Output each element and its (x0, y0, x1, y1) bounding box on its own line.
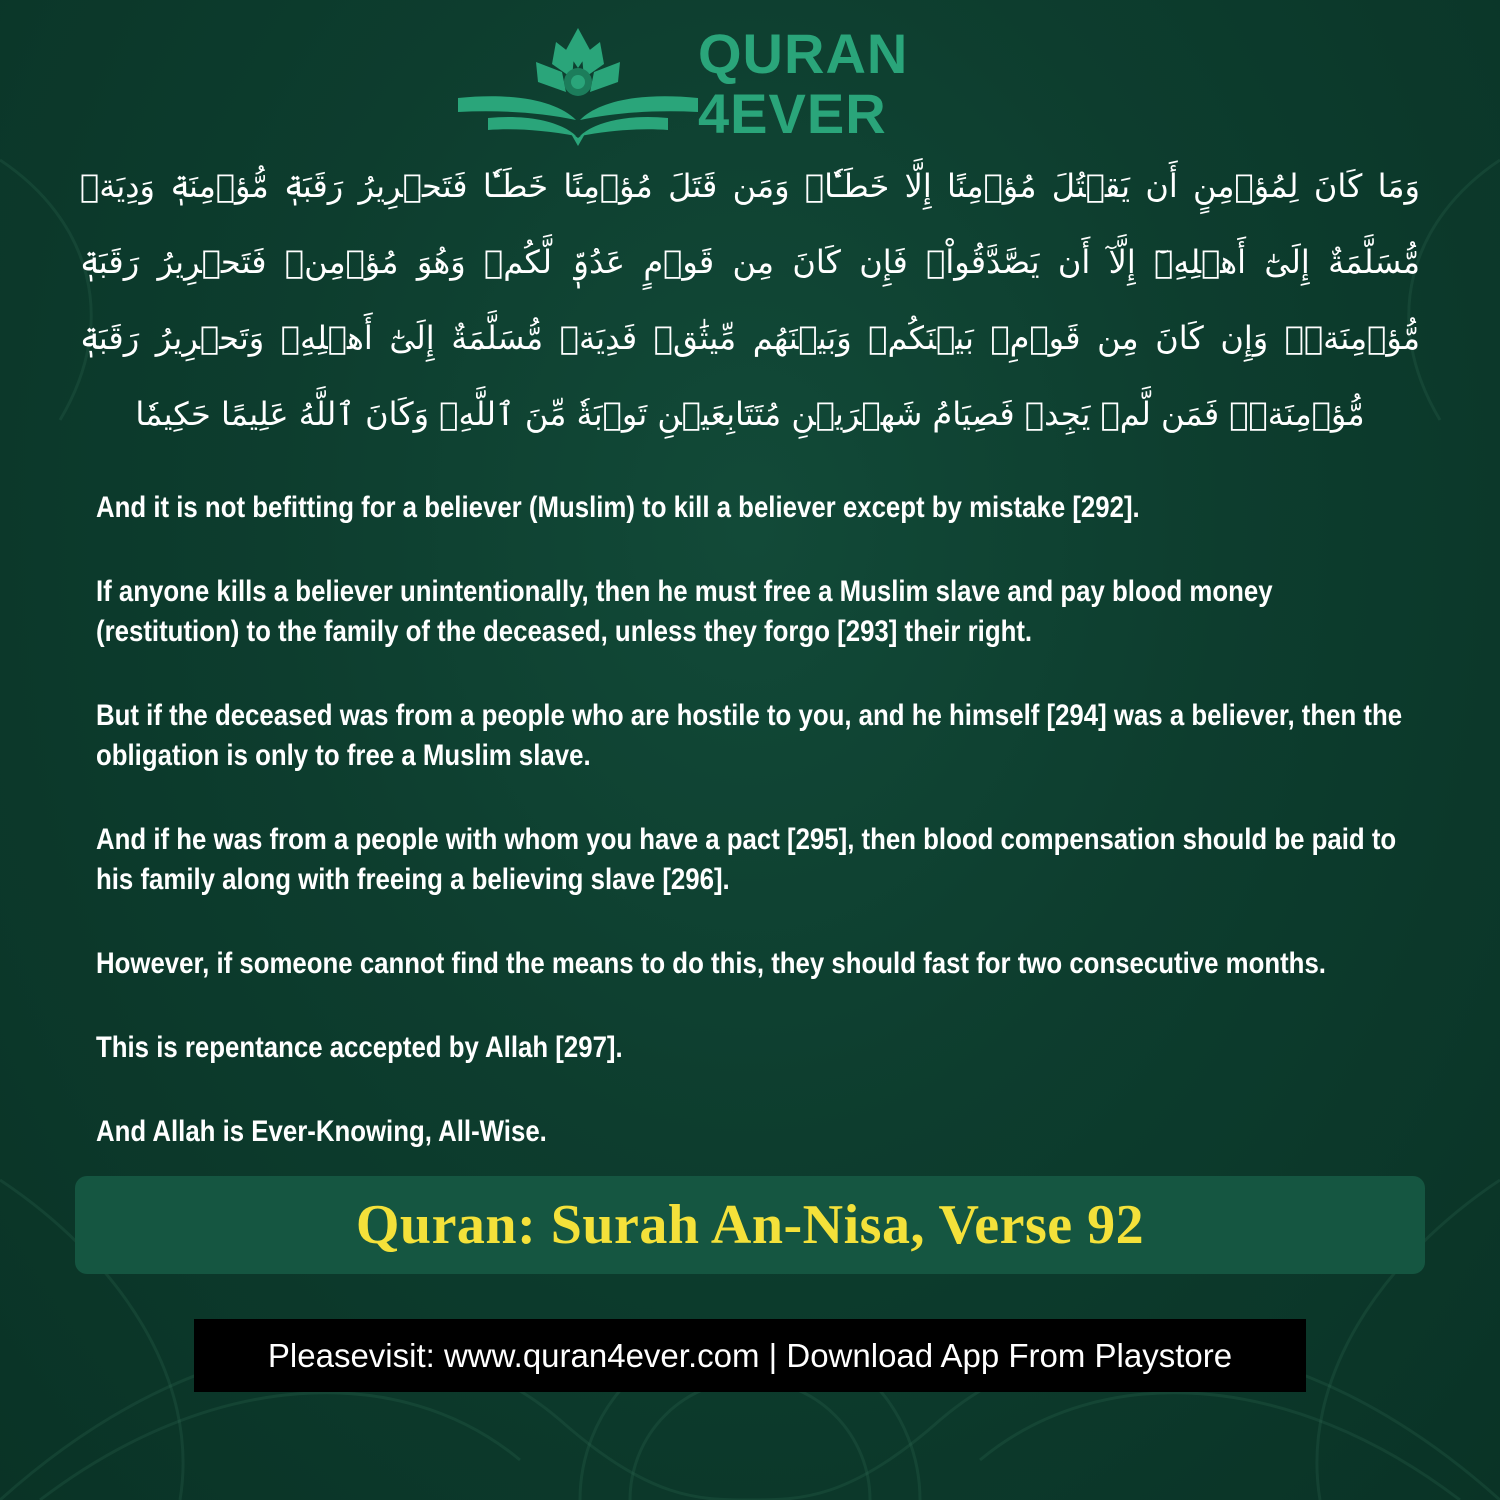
translation-paragraph: This is repentance accepted by Allah [297]. (96, 1031, 623, 1064)
footer-text: Pleasevisit: www.quran4ever.com | Download App From Playstore (267, 1336, 1233, 1374)
verse-reference-banner (75, 1176, 1425, 1274)
english-translation (96, 488, 1403, 1196)
translation-paragraph: But if the deceased was from a people who are hostile to you, and he himself [294] was a believer, then the obligation is only to free a Muslim slave. (96, 699, 1403, 772)
translation-paragraph: And Allah is Ever-Knowing, All-Wise. (96, 1115, 547, 1148)
arabic-verse: وَمَا كَانَ لِمُؤۡمِنٍ أَن يَقۡتُلَ مُؤۡمِنًا إِلَّا خَطَـٔٗاۚ وَمَن قَتَلَ مُؤۡمِنًا خَطَـٔٗا فَتَحۡرِيرُ رَقَبَةٖ مُّؤۡمِنَةٖ وَدِيَةٞ مُّسَلَّمَةٌ إِلَىٰٓ أَهۡلِهِۦٓ إِلَّآ أَن يَصَّدَّقُواْۚ فَإِن كَانَ مِن قَوۡمٍ عَدُوّٖ لَّكُمۡ وَهُوَ مُؤۡمِنٞ فَتَحۡرِيرُ رَقَبَةٖ مُّؤۡمِنَةٖۖ وَإِن كَانَ مِن قَوۡمِۭ بَيۡنَكُمۡ وَبَيۡنَهُم مِّيثَٰقٞ فَدِيَةٞ مُّسَلَّمَةٌ إِلَىٰٓ أَهۡلِهِۦ وَتَحۡرِيرُ رَقَبَةٖ مُّؤۡمِنَةٖۖ فَمَن لَّمۡ يَجِدۡ فَصِيَامُ شَهۡرَيۡنِ مُتَتَابِعَيۡنِ تَوۡبَةٗ مِّنَ ٱللَّهِۗ وَكَانَ ٱللَّهُ عَلِيمًا حَكِيمٗا (80, 167, 1421, 433)
translation-paragraph: And if he was from a people with whom you have a pact [295], then blood compensation should be paid to his family along with freeing a believing slave [296]. (96, 823, 1397, 896)
translation-paragraph: And it is not befitting for a believer (Muslim) to kill a believer except by mistake [292]. (96, 491, 1140, 524)
quran4ever-logo (458, 20, 909, 150)
logo-text-quran: QURAN (698, 22, 909, 85)
translation-paragraph: If anyone kills a believer unintentionally, then he must free a Muslim slave and pay blood money (restitution) to the family of the deceased, unless they forgo [293] their right. (96, 575, 1273, 648)
verse-reference: Quran: Surah An-Nisa, Verse 92 (355, 1194, 1145, 1256)
translation-paragraph: However, if someone cannot find the means to do this, they should fast for two consecutive months. (96, 947, 1326, 980)
logo-text-4ever: 4EVER (698, 82, 887, 145)
footer-bar (194, 1319, 1306, 1392)
lotus-book-icon (458, 20, 698, 150)
